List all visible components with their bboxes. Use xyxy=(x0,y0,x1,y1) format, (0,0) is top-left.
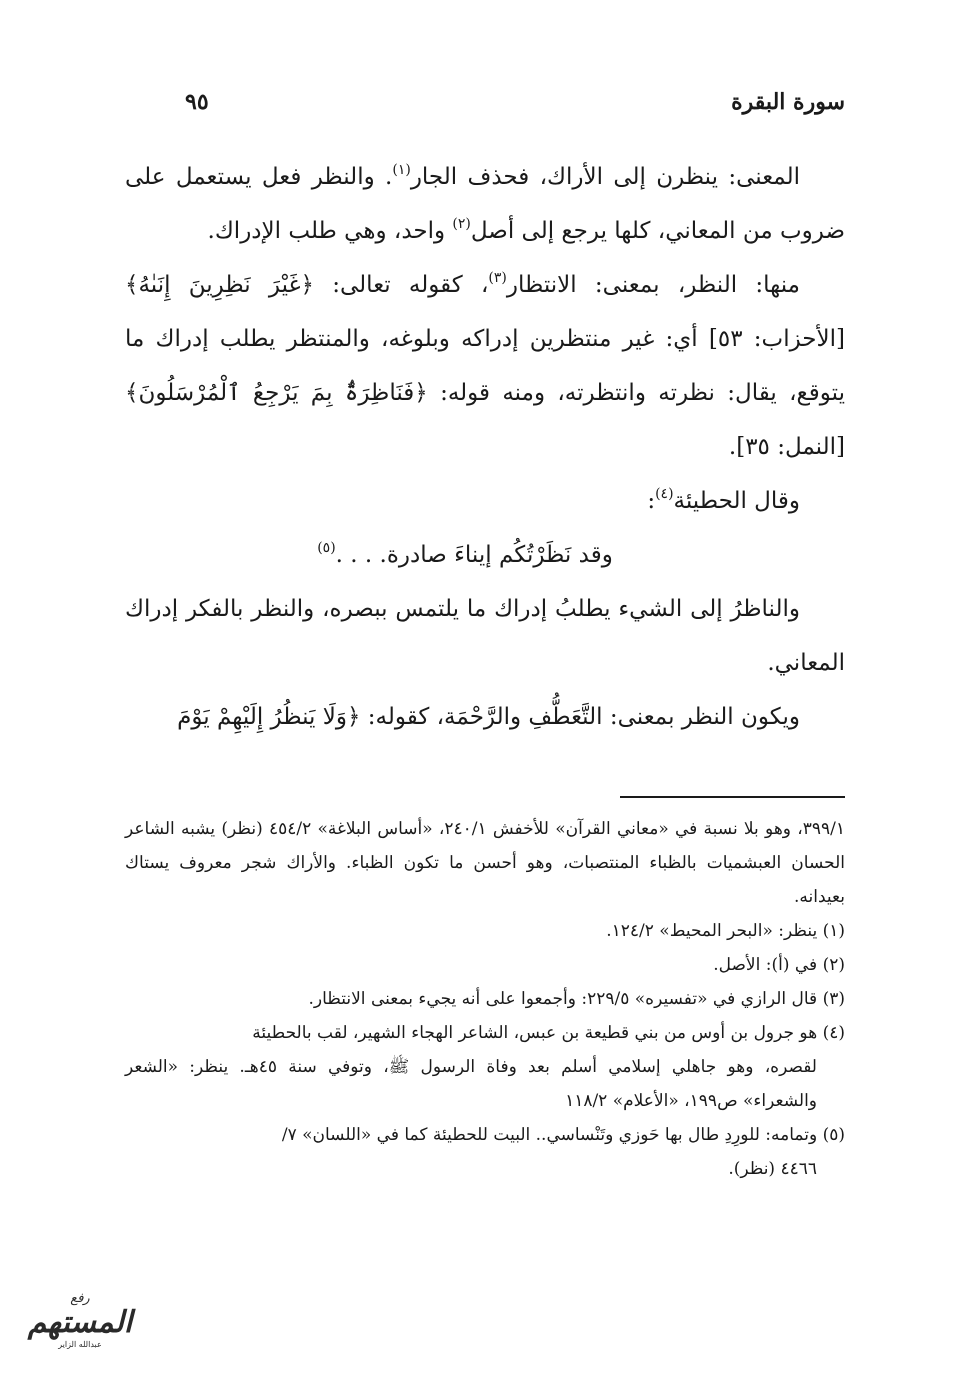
paragraph-hutayah xyxy=(125,474,845,528)
paragraph-compassion: ويكون النظر بمعنى: التَّعَطُّفِ والرَّحْمَة، كقوله: ﴿وَلَا يَنظُرُ إِلَيْهِمْ يَوْمَ xyxy=(177,704,800,730)
poetry-verse xyxy=(125,528,845,582)
footnote-ref[interactable]: (١) xyxy=(392,162,411,178)
footnote-4-continued: لقصره، وهو جاهلي إسلامي أسلم بعد وفاة الرسول ﷺ، وتوفي سنة ٤٥هـ. ينظر: «الشعر والشعراء» ص١٩٩، «الأعلام» ١١٨/٢ xyxy=(125,1057,817,1111)
footnote-5: (٥) وتمامه: للورِدِ طال بها حَوزي وتَنْساسي.. البيت للحطيئة كما في «اللسان» ٧/ xyxy=(281,1125,845,1145)
footnote-ref[interactable]: (٢) xyxy=(452,216,471,232)
library-stamp xyxy=(10,1292,150,1362)
page-number: ٩٥ xyxy=(185,89,209,115)
footnote-1: (١) ينظر: «البحر المحيط» ١٢٤/٢. xyxy=(606,921,845,941)
footnote-divider xyxy=(620,796,845,798)
paragraph-text: . والنظر فعل يستعمل على ضروب من المعاني، كلها يرجع إلى أصل xyxy=(125,164,845,244)
paragraph-waiting xyxy=(125,258,845,474)
footnote-5-continued: ٤٤٦٦ (نظر). xyxy=(728,1159,817,1179)
footnote-3: (٣) قال الرازي في «تفسيره» ٢٢٩/٥: وأجمعوا على أنه يجيء بمعنى الانتظار. xyxy=(308,989,845,1009)
footnote-2: (٢) في (أ): الأصل. xyxy=(713,955,845,975)
surah-title: سورة البقرة xyxy=(731,89,845,115)
stamp-main-text: المستهم xyxy=(27,1305,133,1340)
paragraph-text: واحد، وهي طلب الإدراك. xyxy=(207,218,453,244)
footnote-4: (٤) هو جرول بن أوس من بني قطيعة بن عبس، الشاعر الهجاء الشهير، لقب بالحطيئة xyxy=(252,1023,845,1043)
stamp-sub-text: عبدالله الزاير xyxy=(58,1340,102,1349)
paragraph-meaning xyxy=(125,150,845,258)
footnote-carryover: ٣٩٩/١، وهو بلا نسبة في «معاني القرآن» للأخفش ٢٤٠/١، «أساس البلاغة» ٤٥٤/٢ (نظر) يشبه الشاعر الحسان العبشميات بالظباء المنتصبات، وهو أحسن ما تكون الظباء. والأراك شجر معروف يستاك بعيدانه. xyxy=(125,819,845,907)
stamp-top-text: رفع xyxy=(70,1291,90,1306)
paragraph-text: منها: النظر، بمعنى: الانتظار xyxy=(506,272,800,298)
footnote-ref[interactable]: (٤) xyxy=(655,486,674,502)
paragraph-text: : xyxy=(647,488,656,514)
footnote-ref[interactable]: (٥) xyxy=(317,540,336,556)
paragraph-text: وقال الحطيئة xyxy=(673,488,800,514)
paragraph-text: ، كقوله تعالى: ﴿غَيْرَ نَظِرِينَ إِنَىٰهُ﴾ [الأحزاب: ٥٣] أي: غير منتظرين إدراكه وبلوغه، والمنتظر يطلب إدراك ما يتوقع، يقال: نظرته وانتظرته، ومنه قوله: ﴿فَنَاظِرَةٌۢ بِمَ يَرْجِعُ ٱلْمُرْسَلُونَ﴾ [النمل: ٣٥]. xyxy=(125,272,845,460)
footnote-ref[interactable]: (٣) xyxy=(488,270,507,286)
paragraph-seeing: والناظرُ إلى الشيء يطلبُ إدراك ما يلتمس ببصره، والنظر بالفكر إدراك المعاني. xyxy=(125,596,845,676)
footnotes xyxy=(125,812,845,1186)
verse-text: وقد نَظَرْتُكُم إيناءَ صادرة. . . . xyxy=(335,542,613,568)
main-text xyxy=(125,150,845,744)
paragraph-text: المعنى: ينظرن إلى الأراك، فحذف الجار xyxy=(410,164,800,190)
running-header xyxy=(185,82,845,122)
